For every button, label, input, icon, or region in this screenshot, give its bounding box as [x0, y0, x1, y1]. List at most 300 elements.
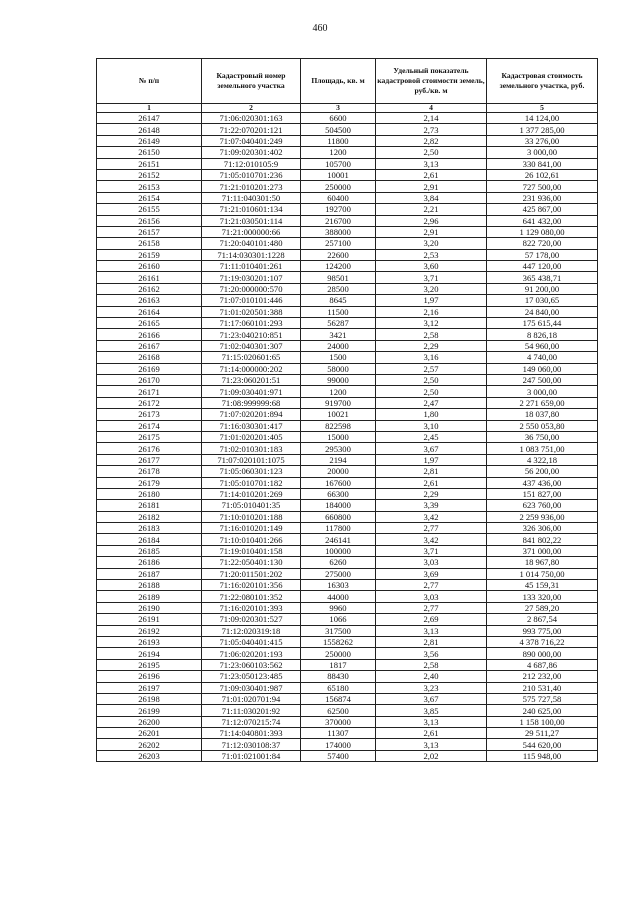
cell-row-number: 26154	[97, 192, 202, 203]
cell-cadastral-value: 115 948,00	[487, 750, 598, 761]
table-row	[97, 728, 598, 739]
cell-specific-value: 2,50	[376, 374, 487, 385]
cell-specific-value: 3,67	[376, 443, 487, 454]
table-row	[97, 716, 598, 727]
cell-cadastral-value: 149 060,00	[487, 363, 598, 374]
table-row	[97, 614, 598, 625]
cell-cadastral-number: 71:06:020301:163	[202, 113, 301, 124]
cell-row-number: 26186	[97, 557, 202, 568]
cell-cadastral-number: 71:09:030401:987	[202, 682, 301, 693]
cell-area: 57400	[301, 750, 376, 761]
cell-row-number: 26192	[97, 625, 202, 636]
header-specific-value: Удельный показатель кадастровой стоимости земель, руб./кв. м	[376, 59, 487, 104]
cell-cadastral-number: 71:16:030301:417	[202, 420, 301, 431]
table-row	[97, 466, 598, 477]
table-row	[97, 261, 598, 272]
table-row	[97, 671, 598, 682]
cell-specific-value: 2,45	[376, 431, 487, 442]
cell-specific-value: 3,10	[376, 420, 487, 431]
cell-row-number: 26202	[97, 739, 202, 750]
cell-cadastral-value: 4 687,86	[487, 659, 598, 670]
cell-area: 370000	[301, 716, 376, 727]
cell-area: 100000	[301, 545, 376, 556]
table-row	[97, 306, 598, 317]
cell-cadastral-number: 71:23:040210:851	[202, 329, 301, 340]
cell-row-number: 26172	[97, 397, 202, 408]
cell-cadastral-value: 326 306,00	[487, 523, 598, 534]
cell-area: 822598	[301, 420, 376, 431]
cell-row-number: 26153	[97, 181, 202, 192]
cell-cadastral-value: 57 178,00	[487, 249, 598, 260]
cell-cadastral-number: 71:20:000000:570	[202, 283, 301, 294]
cell-cadastral-value: 3 000,00	[487, 147, 598, 158]
cell-area: 246141	[301, 534, 376, 545]
cell-specific-value: 2,29	[376, 488, 487, 499]
cell-row-number: 26170	[97, 374, 202, 385]
cell-area: 11307	[301, 728, 376, 739]
cell-area: 504500	[301, 124, 376, 135]
cell-row-number: 26158	[97, 238, 202, 249]
cell-cadastral-value: 2 271 659,00	[487, 397, 598, 408]
cell-area: 44000	[301, 591, 376, 602]
table-row	[97, 523, 598, 534]
cell-cadastral-number: 71:21:010201:273	[202, 181, 301, 192]
cell-specific-value: 1,97	[376, 454, 487, 465]
cell-area: 60400	[301, 192, 376, 203]
cell-cadastral-number: 71:07:020201:894	[202, 409, 301, 420]
cell-specific-value: 3,20	[376, 238, 487, 249]
cell-cadastral-number: 71:12:010105:9	[202, 158, 301, 169]
table-row	[97, 443, 598, 454]
cell-specific-value: 3,13	[376, 716, 487, 727]
cell-area: 174000	[301, 739, 376, 750]
cell-area: 919700	[301, 397, 376, 408]
cell-area: 250000	[301, 181, 376, 192]
column-number: 3	[301, 104, 376, 113]
cell-cadastral-number: 71:22:080101:352	[202, 591, 301, 602]
cell-row-number: 26150	[97, 147, 202, 158]
cell-row-number: 26161	[97, 272, 202, 283]
table-header-row	[97, 59, 598, 104]
cell-cadastral-number: 71:05:060301:123	[202, 466, 301, 477]
table-row	[97, 226, 598, 237]
cell-cadastral-value: 425 867,00	[487, 204, 598, 215]
cell-row-number: 26183	[97, 523, 202, 534]
cell-area: 6260	[301, 557, 376, 568]
cell-specific-value: 2,40	[376, 671, 487, 682]
table-row	[97, 693, 598, 704]
cell-cadastral-number: 71:23:060103:562	[202, 659, 301, 670]
table-row	[97, 511, 598, 522]
cell-specific-value: 2,81	[376, 636, 487, 647]
table-row	[97, 249, 598, 260]
cell-specific-value: 2,91	[376, 226, 487, 237]
cell-row-number: 26163	[97, 295, 202, 306]
cell-row-number: 26184	[97, 534, 202, 545]
cell-specific-value: 3,85	[376, 705, 487, 716]
table-row	[97, 363, 598, 374]
cell-cadastral-value: 330 841,00	[487, 158, 598, 169]
cell-row-number: 26164	[97, 306, 202, 317]
cell-specific-value: 3,13	[376, 625, 487, 636]
cell-area: 16303	[301, 580, 376, 591]
cell-cadastral-number: 71:07:020101:1075	[202, 454, 301, 465]
cell-row-number: 26195	[97, 659, 202, 670]
table-row	[97, 204, 598, 215]
cell-area: 1200	[301, 147, 376, 158]
cell-area: 24000	[301, 340, 376, 351]
cell-row-number: 26194	[97, 648, 202, 659]
cell-specific-value: 3,69	[376, 568, 487, 579]
cell-area: 317500	[301, 625, 376, 636]
table-row	[97, 124, 598, 135]
cell-row-number: 26177	[97, 454, 202, 465]
cell-cadastral-number: 71:20:040101:480	[202, 238, 301, 249]
cell-row-number: 26149	[97, 135, 202, 146]
cell-specific-value: 2,58	[376, 329, 487, 340]
cell-row-number: 26166	[97, 329, 202, 340]
table-row	[97, 135, 598, 146]
cell-specific-value: 2,16	[376, 306, 487, 317]
cadastral-value-table	[96, 58, 598, 762]
cell-cadastral-number: 71:16:020101:356	[202, 580, 301, 591]
cell-cadastral-value: 993 775,00	[487, 625, 598, 636]
cell-cadastral-value: 91 200,00	[487, 283, 598, 294]
table-row	[97, 431, 598, 442]
cell-cadastral-number: 71:11:040301:50	[202, 192, 301, 203]
table-row	[97, 477, 598, 488]
cell-cadastral-number: 71:15:020601:65	[202, 352, 301, 363]
table-row	[97, 409, 598, 420]
cell-cadastral-value: 17 030,65	[487, 295, 598, 306]
cell-area: 257100	[301, 238, 376, 249]
cell-cadastral-value: 365 438,71	[487, 272, 598, 283]
table-row	[97, 488, 598, 499]
cell-area: 105700	[301, 158, 376, 169]
cell-specific-value: 1,97	[376, 295, 487, 306]
table-row	[97, 318, 598, 329]
cell-cadastral-value: 575 727,58	[487, 693, 598, 704]
cell-cadastral-number: 71:11:030201:92	[202, 705, 301, 716]
cell-cadastral-value: 1 377 285,00	[487, 124, 598, 135]
table-row	[97, 283, 598, 294]
cell-specific-value: 2,53	[376, 249, 487, 260]
cell-specific-value: 3,12	[376, 318, 487, 329]
cell-specific-value: 2,58	[376, 659, 487, 670]
cell-area: 28500	[301, 283, 376, 294]
cell-specific-value: 2,77	[376, 602, 487, 613]
table-row	[97, 557, 598, 568]
cell-cadastral-number: 71:06:020201:193	[202, 648, 301, 659]
cell-area: 167600	[301, 477, 376, 488]
cell-area: 65180	[301, 682, 376, 693]
header-cadastral-number: Кадастровый номер земельного участка	[202, 59, 301, 104]
cell-specific-value: 3,13	[376, 739, 487, 750]
cell-row-number: 26178	[97, 466, 202, 477]
table-row	[97, 602, 598, 613]
cell-specific-value: 2,14	[376, 113, 487, 124]
cell-cadastral-number: 71:01:021001:84	[202, 750, 301, 761]
table-row	[97, 500, 598, 511]
cell-area: 2194	[301, 454, 376, 465]
cell-row-number: 26168	[97, 352, 202, 363]
table-row	[97, 147, 598, 158]
cell-area: 216700	[301, 215, 376, 226]
cell-area: 1066	[301, 614, 376, 625]
cell-row-number: 26182	[97, 511, 202, 522]
column-number: 4	[376, 104, 487, 113]
table-row	[97, 329, 598, 340]
cell-row-number: 26159	[97, 249, 202, 260]
cell-row-number: 26147	[97, 113, 202, 124]
cell-cadastral-value: 240 625,00	[487, 705, 598, 716]
cell-specific-value: 2,96	[376, 215, 487, 226]
cell-cadastral-value: 26 102,61	[487, 169, 598, 180]
cell-specific-value: 3,71	[376, 545, 487, 556]
cell-cadastral-number: 71:22:050401:130	[202, 557, 301, 568]
cell-area: 22600	[301, 249, 376, 260]
cell-area: 10001	[301, 169, 376, 180]
cadastral-table-container	[96, 58, 597, 762]
cell-cadastral-number: 71:10:010201:188	[202, 511, 301, 522]
cell-row-number: 26190	[97, 602, 202, 613]
cell-cadastral-value: 14 124,00	[487, 113, 598, 124]
cell-area: 56287	[301, 318, 376, 329]
cell-row-number: 26167	[97, 340, 202, 351]
cell-specific-value: 3,56	[376, 648, 487, 659]
cell-cadastral-value: 175 615,44	[487, 318, 598, 329]
cell-specific-value: 3,42	[376, 534, 487, 545]
cell-cadastral-number: 71:12:030108:37	[202, 739, 301, 750]
cell-cadastral-value: 1 158 100,00	[487, 716, 598, 727]
cell-specific-value: 3,16	[376, 352, 487, 363]
cell-cadastral-value: 544 620,00	[487, 739, 598, 750]
table-row	[97, 568, 598, 579]
page-number: 460	[312, 23, 328, 34]
cell-cadastral-number: 71:05:010701:182	[202, 477, 301, 488]
cell-row-number: 26188	[97, 580, 202, 591]
cell-specific-value: 2,50	[376, 386, 487, 397]
cell-cadastral-number: 71:22:070201:121	[202, 124, 301, 135]
cell-cadastral-number: 71:12:020319:18	[202, 625, 301, 636]
cell-cadastral-value: 29 511,27	[487, 728, 598, 739]
cell-cadastral-number: 71:20:011501:202	[202, 568, 301, 579]
column-number-row	[97, 104, 598, 113]
cell-cadastral-number: 71:17:060101:293	[202, 318, 301, 329]
table-row	[97, 648, 598, 659]
cell-specific-value: 2,69	[376, 614, 487, 625]
cell-specific-value: 3,67	[376, 693, 487, 704]
cell-specific-value: 2,77	[376, 523, 487, 534]
cell-cadastral-value: 4 740,00	[487, 352, 598, 363]
cell-row-number: 26148	[97, 124, 202, 135]
cell-area: 20000	[301, 466, 376, 477]
table-row	[97, 192, 598, 203]
cell-cadastral-number: 71:05:010401:35	[202, 500, 301, 511]
column-number: 2	[202, 104, 301, 113]
column-number: 5	[487, 104, 598, 113]
header-cadastral-value: Кадастровая стоимость земельного участка, руб.	[487, 59, 598, 104]
cell-cadastral-number: 71:19:030201:107	[202, 272, 301, 283]
cell-cadastral-number: 71:19:010401:158	[202, 545, 301, 556]
cell-cadastral-value: 36 750,00	[487, 431, 598, 442]
cell-cadastral-value: 54 960,00	[487, 340, 598, 351]
cell-area: 3421	[301, 329, 376, 340]
cell-row-number: 26198	[97, 693, 202, 704]
cell-cadastral-value: 8 826,18	[487, 329, 598, 340]
cell-area: 6600	[301, 113, 376, 124]
cell-cadastral-value: 447 120,00	[487, 261, 598, 272]
cell-row-number: 26157	[97, 226, 202, 237]
cell-row-number: 26200	[97, 716, 202, 727]
cell-specific-value: 3,42	[376, 511, 487, 522]
cell-specific-value: 2,02	[376, 750, 487, 761]
cell-cadastral-number: 71:01:020501:388	[202, 306, 301, 317]
cell-cadastral-number: 71:08:999999:68	[202, 397, 301, 408]
cell-specific-value: 2,81	[376, 466, 487, 477]
cell-row-number: 26151	[97, 158, 202, 169]
cell-specific-value: 2,82	[376, 135, 487, 146]
cell-cadastral-value: 24 840,00	[487, 306, 598, 317]
cell-cadastral-number: 71:09:030401:971	[202, 386, 301, 397]
cell-cadastral-value: 56 200,00	[487, 466, 598, 477]
cell-area: 1500	[301, 352, 376, 363]
cell-cadastral-value: 4 378 716,22	[487, 636, 598, 647]
cell-area: 99000	[301, 374, 376, 385]
cell-cadastral-number: 71:01:020201:405	[202, 431, 301, 442]
cell-area: 58000	[301, 363, 376, 374]
cell-row-number: 26199	[97, 705, 202, 716]
cell-cadastral-value: 822 720,00	[487, 238, 598, 249]
table-row	[97, 215, 598, 226]
table-row	[97, 397, 598, 408]
cell-cadastral-value: 33 276,00	[487, 135, 598, 146]
cell-row-number: 26193	[97, 636, 202, 647]
cell-area: 11500	[301, 306, 376, 317]
table-row	[97, 750, 598, 761]
cell-cadastral-value: 133 320,00	[487, 591, 598, 602]
cell-specific-value: 3,03	[376, 557, 487, 568]
cell-cadastral-number: 71:01:020701:94	[202, 693, 301, 704]
cell-area: 275000	[301, 568, 376, 579]
cell-specific-value: 3,39	[376, 500, 487, 511]
cell-cadastral-value: 2 259 936,00	[487, 511, 598, 522]
cell-cadastral-value: 3 000,00	[487, 386, 598, 397]
cell-row-number: 26152	[97, 169, 202, 180]
table-row	[97, 374, 598, 385]
table-row	[97, 352, 598, 363]
cell-cadastral-value: 247 500,00	[487, 374, 598, 385]
cell-area: 98501	[301, 272, 376, 283]
cell-cadastral-value: 437 436,00	[487, 477, 598, 488]
cell-area: 124200	[301, 261, 376, 272]
table-row	[97, 591, 598, 602]
cell-specific-value: 3,20	[376, 283, 487, 294]
cell-specific-value: 3,23	[376, 682, 487, 693]
cell-area: 117800	[301, 523, 376, 534]
cell-area: 295300	[301, 443, 376, 454]
column-number: 1	[97, 104, 202, 113]
table-row	[97, 545, 598, 556]
cell-cadastral-number: 71:11:010401:261	[202, 261, 301, 272]
cell-cadastral-number: 71:14:040801:393	[202, 728, 301, 739]
cell-cadastral-number: 71:05:040401:415	[202, 636, 301, 647]
cell-cadastral-number: 71:16:020101:393	[202, 602, 301, 613]
cell-row-number: 26156	[97, 215, 202, 226]
cell-cadastral-number: 71:14:010201:269	[202, 488, 301, 499]
cell-row-number: 26171	[97, 386, 202, 397]
cell-cadastral-value: 18 037,80	[487, 409, 598, 420]
cell-area: 1817	[301, 659, 376, 670]
cell-row-number: 26191	[97, 614, 202, 625]
cell-specific-value: 2,50	[376, 147, 487, 158]
cell-cadastral-number: 71:09:020301:402	[202, 147, 301, 158]
cell-row-number: 26165	[97, 318, 202, 329]
cell-area: 250000	[301, 648, 376, 659]
cell-area: 88430	[301, 671, 376, 682]
cell-row-number: 26160	[97, 261, 202, 272]
table-row	[97, 386, 598, 397]
table-row	[97, 420, 598, 431]
cell-specific-value: 2,77	[376, 580, 487, 591]
table-row	[97, 113, 598, 124]
cell-cadastral-number: 71:07:010101:446	[202, 295, 301, 306]
table-row	[97, 340, 598, 351]
cell-cadastral-number: 71:16:010201:149	[202, 523, 301, 534]
cell-cadastral-number: 71:23:050123:485	[202, 671, 301, 682]
cell-cadastral-number: 71:09:020301:527	[202, 614, 301, 625]
cell-row-number: 26180	[97, 488, 202, 499]
table-row	[97, 705, 598, 716]
cell-specific-value: 2,21	[376, 204, 487, 215]
cell-cadastral-number: 71:07:040401:249	[202, 135, 301, 146]
cell-row-number: 26181	[97, 500, 202, 511]
cell-cadastral-number: 71:21:010601:134	[202, 204, 301, 215]
cell-cadastral-value: 1 129 080,00	[487, 226, 598, 237]
cell-cadastral-number: 71:12:070215:74	[202, 716, 301, 727]
header-area: Площадь, кв. м	[301, 59, 376, 104]
cell-cadastral-number: 71:14:030301:1228	[202, 249, 301, 260]
cell-cadastral-value: 841 802,22	[487, 534, 598, 545]
cell-cadastral-value: 4 322,18	[487, 454, 598, 465]
table-row	[97, 238, 598, 249]
cell-area: 192700	[301, 204, 376, 215]
cell-specific-value: 3,71	[376, 272, 487, 283]
cell-cadastral-value: 18 967,80	[487, 557, 598, 568]
cell-cadastral-value: 371 000,00	[487, 545, 598, 556]
cell-row-number: 26179	[97, 477, 202, 488]
cell-specific-value: 3,03	[376, 591, 487, 602]
table-row	[97, 169, 598, 180]
cell-area: 1200	[301, 386, 376, 397]
cell-area: 62500	[301, 705, 376, 716]
cell-row-number: 26173	[97, 409, 202, 420]
cell-specific-value: 3,60	[376, 261, 487, 272]
cell-specific-value: 2,47	[376, 397, 487, 408]
cell-cadastral-number: 71:21:030501:114	[202, 215, 301, 226]
header-row-number: № п/п	[97, 59, 202, 104]
cell-specific-value: 2,57	[376, 363, 487, 374]
cell-specific-value: 2,61	[376, 169, 487, 180]
cell-specific-value: 1,80	[376, 409, 487, 420]
cell-cadastral-value: 212 232,00	[487, 671, 598, 682]
cell-cadastral-value: 641 432,00	[487, 215, 598, 226]
cell-cadastral-number: 71:14:000000:202	[202, 363, 301, 374]
table-row	[97, 659, 598, 670]
cell-area: 184000	[301, 500, 376, 511]
cell-row-number: 26197	[97, 682, 202, 693]
cell-area: 8645	[301, 295, 376, 306]
